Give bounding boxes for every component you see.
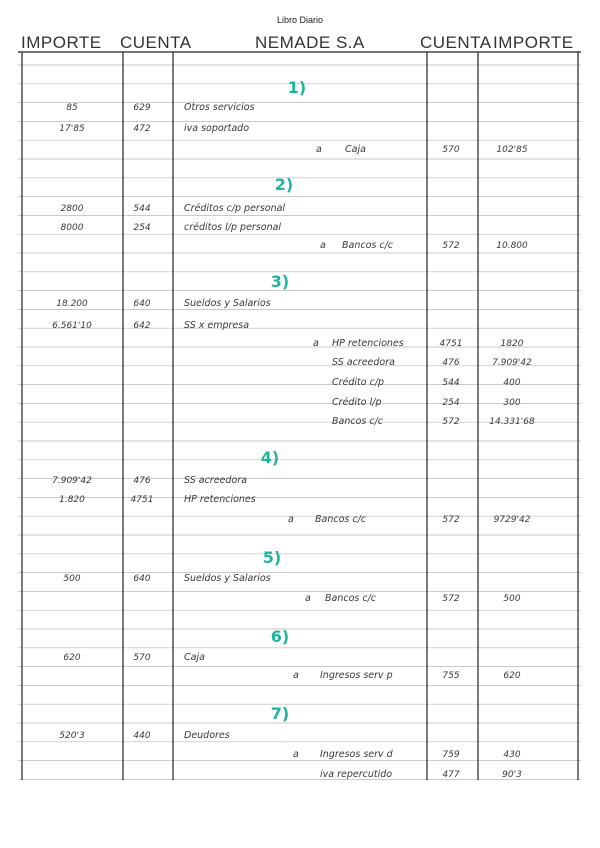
debit-description: Caja [184,652,205,663]
credit-description: HP retenciones [332,338,404,349]
debit-description: HP retenciones [184,494,256,505]
credit-amount: 9729'42 [493,515,531,525]
debit-description: créditos l/p personal [184,222,282,233]
debit-description: iva soportado [184,123,250,134]
header-right-account: CUENTA [420,33,492,52]
credit-amount: 7.909'42 [492,358,532,368]
debit-account: 476 [133,476,151,486]
debit-description: SS acreedora [184,475,247,486]
debit-amount: 7.909'42 [52,476,92,486]
debit-account: 254 [133,223,151,233]
debit-amount: 500 [63,574,81,584]
debit-description: Sueldos y Salarios [184,573,271,584]
credit-account: 476 [442,358,460,368]
debit-account: 472 [133,124,151,134]
credit-amount: 90'3 [502,770,522,780]
entry-number: 3) [270,272,290,291]
credit-amount: 430 [503,750,521,760]
credit-prefix: a [293,749,299,760]
debit-account: 629 [133,103,151,113]
credit-prefix: a [288,514,294,525]
credit-account: 755 [442,671,460,681]
credit-amount: 500 [503,594,521,604]
credit-account: 570 [442,145,460,155]
header-left-amount: IMPORTE [21,33,102,52]
debit-account: 640 [133,574,151,584]
credit-description: Crédito c/p [332,377,385,388]
credit-prefix: a [293,670,299,681]
credit-account: 759 [442,750,460,760]
entry-number: 6) [270,627,290,646]
debit-description: SS x empresa [184,320,250,331]
entry-number: 1) [287,78,307,97]
debit-account: 4751 [130,495,154,505]
credit-prefix: a [316,144,322,155]
credit-description: SS acreedora [332,357,395,368]
credit-amount: 102'85 [496,145,528,155]
credit-description: Bancos c/c [325,593,377,604]
entry-number: 2) [274,175,294,194]
credit-description: Bancos c/c [342,240,394,251]
credit-account: 4751 [439,339,463,349]
header-left-account: CUENTA [120,33,192,52]
credit-prefix: a [320,240,326,251]
debit-amount: 2800 [60,204,84,214]
credit-account: 572 [442,241,460,251]
credit-prefix: a [305,593,311,604]
credit-amount: 300 [503,398,521,408]
debit-amount: 1.820 [59,495,85,505]
credit-account: 254 [442,398,460,408]
credit-description: Ingresos serv p [320,670,393,681]
credit-amount: 620 [503,671,521,681]
debit-account: 440 [133,731,151,741]
credit-account: 572 [442,594,460,604]
debit-amount: 18.200 [56,299,88,309]
debit-description: Sueldos y Salarios [184,298,271,309]
credit-amount: 14.331'68 [489,417,535,427]
header-company-name: NEMADE S.A [255,33,365,52]
debit-description: Otros servicios [184,102,255,113]
credit-account: 477 [442,770,460,780]
credit-account: 572 [442,515,460,525]
debit-description: Deudores [184,730,230,741]
credit-description: Crédito l/p [332,397,382,408]
debit-account: 570 [133,653,151,663]
credit-amount: 10.800 [496,241,528,251]
debit-account: 544 [133,204,151,214]
entry-number: 7) [270,704,290,723]
debit-account: 642 [133,321,151,331]
entry-number: 5) [262,548,282,567]
credit-account: 544 [442,378,460,388]
credit-account: 572 [442,417,460,427]
debit-amount: 6.561'10 [52,321,92,331]
debit-amount: 8000 [60,223,84,233]
credit-description: Bancos c/c [315,514,367,525]
credit-prefix: a [313,338,319,349]
debit-amount: 620 [63,653,81,663]
debit-amount: 85 [66,103,78,113]
debit-amount: 520'3 [59,731,85,741]
header-right-amount: IMPORTE [493,33,574,52]
credit-description: Bancos c/c [332,416,384,427]
credit-description: iva repercutido [320,769,393,780]
document-title: Libro Diario [276,15,324,25]
credit-description: Caja [345,144,366,155]
credit-amount: 400 [503,378,521,388]
debit-description: Créditos c/p personal [184,203,286,214]
debit-amount: 17'85 [59,124,85,134]
entry-number: 4) [260,448,280,467]
credit-amount: 1820 [500,339,524,349]
debit-account: 640 [133,299,151,309]
credit-description: Ingresos serv d [320,749,393,760]
